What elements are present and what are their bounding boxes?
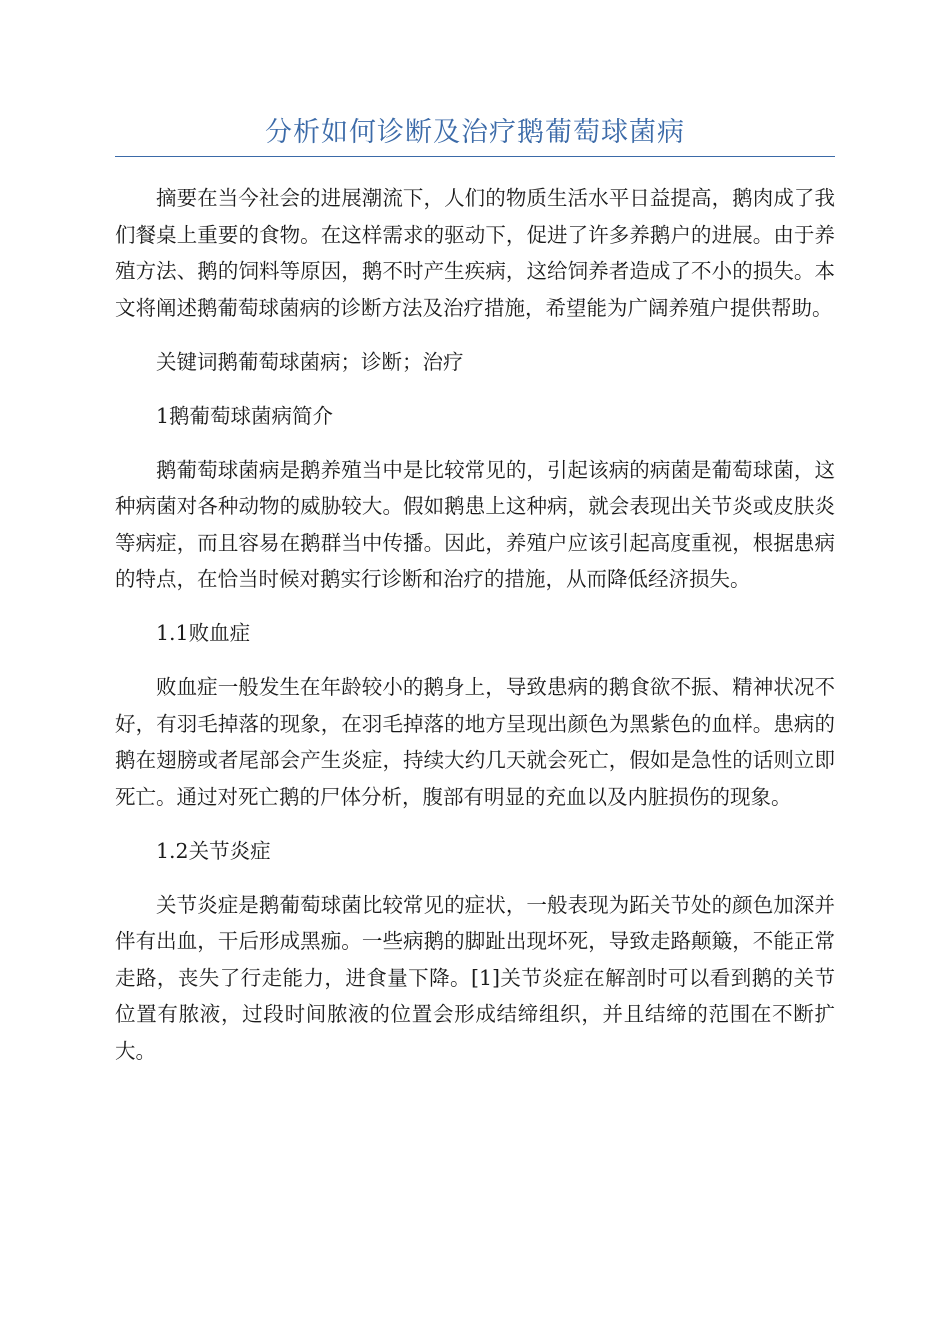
section-1-1-paragraph: 败血症一般发生在年龄较小的鹅身上，导致患病的鹅食欲不振、精神状况不好，有羽毛掉落的现象，在羽毛掉落的地方呈现出颜色为黑紫色的血样。患病的鹅在翅膀或者尾部会产生炎症，持续大约几天就会死亡，假如是急性的话则立即死亡。通过对死亡鹅的尸体分析，腹部有明显的充血以及内脏损伤的现象。: [115, 675, 835, 809]
document-page: [115, 112, 835, 1087]
section-1-paragraph: 鹅葡萄球菌病是鹅养殖当中是比较常见的，引起该病的病菌是葡萄球菌，这种病菌对各种动物的威胁较大。假如鹅患上这种病，就会表现出关节炎或皮肤炎等病症，而且容易在鹅群当中传播。因此，养殖户应该引起高度重视，根据患病的特点，在恰当时候对鹅实行诊断和治疗的措施，从而降低经济损失。: [115, 457, 835, 591]
document-title: 分析如何诊断及治疗鹅葡萄球菌病: [115, 112, 835, 157]
section-1-2-heading: 1.2关节炎症: [156, 838, 271, 863]
section-1-heading: 1鹅葡萄球菌病简介: [156, 403, 334, 428]
abstract-paragraph: 摘要在当今社会的进展潮流下，人们的物质生活水平日益提高，鹅肉成了我们餐桌上重要的食物。在这样需求的驱动下，促进了许多养鹅户的进展。由于养殖方法、鹅的饲料等原因，鹅不时产生疾病，这给饲养者造成了不小的损失。本文将阐述鹅葡萄球菌病的诊断方法及治疗措施，希望能为广阔养殖户提供帮助。: [115, 186, 835, 320]
section-1-2-paragraph: 关节炎症是鹅葡萄球菌比较常见的症状，一般表现为跖关节处的颜色加深并伴有出血，干后形成黑痂。一些病鹅的脚趾出现坏死，导致走路颠簸，不能正常走路，丧失了行走能力，进食量下降。[1]关节炎症在解剖时可以看到鹅的关节位置有脓液，过段时间脓液的位置会形成结缔组织，并且结缔的范围在不断扩大。: [115, 892, 835, 1063]
document-body: [115, 180, 835, 1069]
keywords-line: 关键词鹅葡萄球菌病；诊断；治疗: [156, 349, 464, 374]
section-1-1-heading: 1.1败血症: [156, 621, 251, 645]
